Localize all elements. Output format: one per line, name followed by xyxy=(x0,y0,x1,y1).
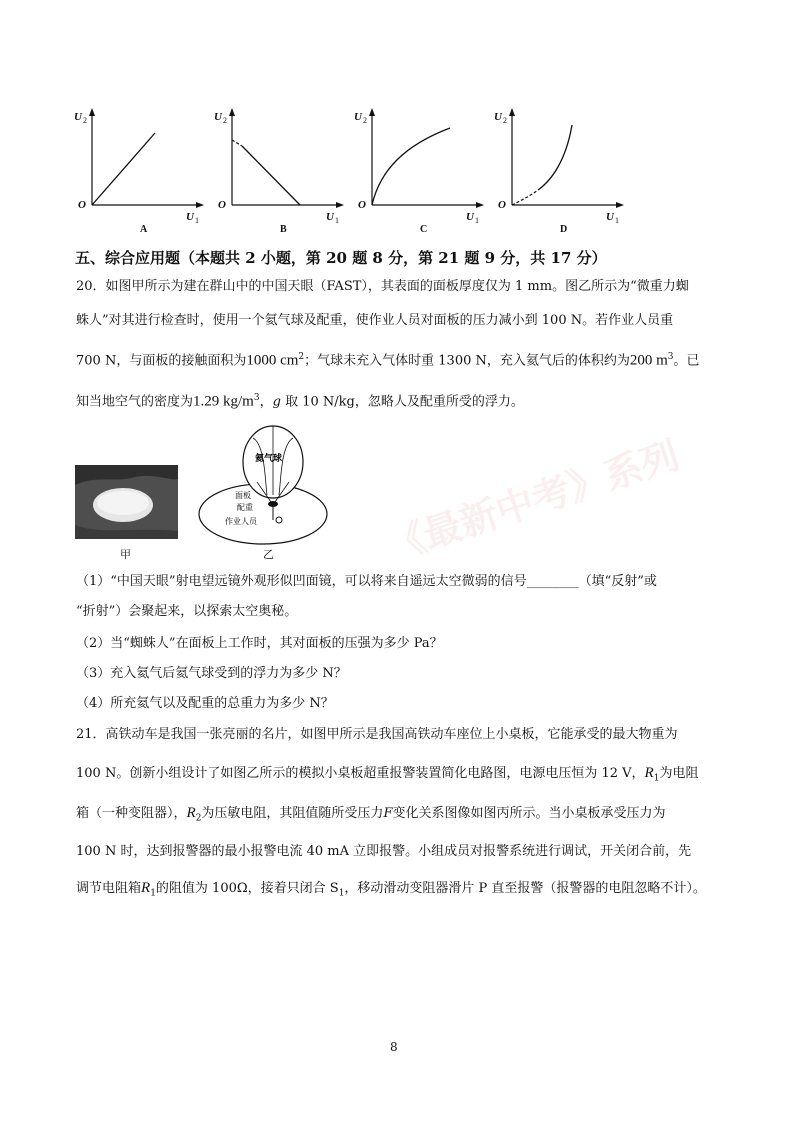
graph-c-letter: C xyxy=(420,224,428,235)
graph-b-xsub: 1 xyxy=(335,216,339,225)
worker-label: 作业人员 xyxy=(225,517,257,526)
graph-b-ysub: 2 xyxy=(223,116,227,125)
graph-b-xlabel: U xyxy=(326,211,334,223)
q20-sub3: （3）充入氦气后氦气球受到的浮力为多少 N？ xyxy=(76,666,347,681)
q20-line3: 700 N，与面板的接触面积为1000 $cm^2$；气球未充入气体时重 1300 N，充入氦气后的体积约为200 $m^3$。已 xyxy=(76,352,700,369)
page-number: 8 xyxy=(390,1040,398,1054)
graph-c-ylabel: U xyxy=(354,111,362,123)
panel-label: 面板 xyxy=(235,491,251,500)
graph-options xyxy=(70,100,630,240)
q21-line5: 调节电阻箱$R_1$的阻值为 100Ω，接着只闭合 $S_1$，移动滑动变阻器滑片 P 直至报警（报警器的电阻忽略不计）。 xyxy=(76,880,706,899)
graph-c-origin: O xyxy=(358,199,366,211)
section-title: 五、综合应用题（本题共 2 小题，第 20 题 8 分，第 21 题 9 分，共 17 分） xyxy=(75,249,607,267)
graph-d-xlabel: U xyxy=(606,211,614,223)
graph-d-letter: D xyxy=(560,224,568,235)
q21-line3: 箱（一种变阻器），$R_2$为压敏电阻，其阻值随所受压力F变化关系图像如图丙所示。当小桌板承受压力为 xyxy=(76,805,666,824)
q20-line2: 蛛人”对其进行检查时，使用一个氦气球及配重，使作业人员对面板的压力减小到 100 N。若作业人员重 xyxy=(76,313,674,328)
graph-b xyxy=(210,100,350,235)
counterweight-label: 配重 xyxy=(237,503,253,512)
q20-sub2: （2）当“蜘蛛人”在面板上工作时，其对面板的压强为多少 Pa？ xyxy=(76,636,443,651)
balloon-label: 氦气球 xyxy=(255,454,283,464)
graph-b-origin: O xyxy=(218,199,226,211)
q21-line1: 21．高铁动车是我国一张亮丽的名片，如图甲所示是我国高铁动车座位上小桌板，它能承受的最大物重为 xyxy=(76,727,678,742)
caption-yi: 乙 xyxy=(263,548,274,561)
graph-a-ylabel: U xyxy=(74,111,82,123)
graph-a-line xyxy=(92,133,155,205)
q20-sub1-line2: “折射”）会聚起来，以探索太空奥秘。 xyxy=(76,604,298,619)
q21-line4: 100 N 时，达到报警器的最小报警电流 40 mA 立即报警。小组成员对报警系统进行调试，开关闭合前，先 xyxy=(76,844,692,859)
graph-a-letter: A xyxy=(140,224,148,235)
graph-b-letter: B xyxy=(280,224,287,235)
graph-b-ylabel: U xyxy=(214,111,222,123)
q20-sub4: （4）所充氦气以及配重的总重力为多少 N？ xyxy=(76,696,334,711)
graph-a-xsub: 1 xyxy=(195,216,199,225)
graph-a-xlabel: U xyxy=(186,211,194,223)
graph-c-ysub: 2 xyxy=(363,116,367,125)
watermark: 《最新中考》系列 xyxy=(381,432,685,569)
graph-a-origin: O xyxy=(78,199,86,211)
graph-d-curve xyxy=(538,125,572,190)
q20-sub1-line1: （1）“中国天眼”射电望远镜外观形似凹面镜，可以将来自遥远太空微弱的信号________（填“反射”或 xyxy=(76,574,657,589)
graph-b-line xyxy=(242,146,300,205)
graph-c-xsub: 1 xyxy=(475,216,479,225)
balloon-diagram xyxy=(195,420,345,550)
graph-c xyxy=(350,100,490,235)
q21-line2: 100 N。创新小组设计了如图乙所示的模拟小桌板超重报警装置简化电路图，电源电压恒为 12 V，$R_1$为电阻 xyxy=(76,765,699,784)
graph-c-xlabel: U xyxy=(466,211,474,223)
graph-d-ylabel: U xyxy=(494,111,502,123)
q20-line1: 20．如图甲所示为建在群山中的中国天眼（FAST），其表面的面板厚度仅为 1 mm。图乙所示为“微重力蜘 xyxy=(76,279,689,294)
graph-a xyxy=(70,100,210,235)
graph-d xyxy=(490,100,630,235)
graph-d-origin: O xyxy=(498,199,506,211)
fast-photo xyxy=(75,465,178,539)
graph-c-curve xyxy=(372,128,450,205)
q20-line4: 知当地空气的密度为1.29 $kg/m^3$，g 取 10 N/kg，忽略人及配重所受的浮力。 xyxy=(76,393,524,410)
graph-d-ysub: 2 xyxy=(503,116,507,125)
graph-d-xsub: 1 xyxy=(615,216,619,225)
graph-a-ysub: 2 xyxy=(83,116,87,125)
caption-jia: 甲 xyxy=(120,548,131,561)
